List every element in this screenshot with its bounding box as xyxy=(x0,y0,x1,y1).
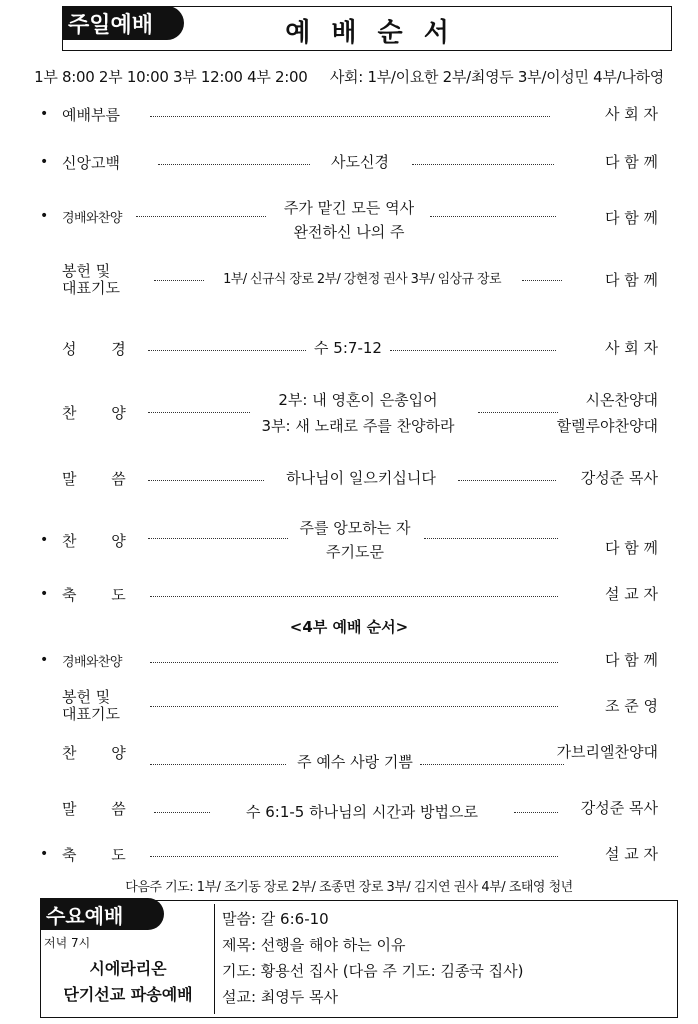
order-label: 경배와찬양 xyxy=(62,655,122,670)
fourth-service-title: <4부 예배 순서> xyxy=(289,618,409,636)
leader-dots xyxy=(390,350,556,351)
wednesday-prayer: 기도: 황용선 집사 (다음 주 기도: 김종국 집사) xyxy=(222,962,524,980)
order-content: 주 예수 사랑 기쁨 xyxy=(297,753,413,771)
order-content-1: 2부: 내 영혼이 은총입어 xyxy=(278,391,438,409)
sunday-service-badge: 주일예배 xyxy=(62,6,184,40)
order-content-2: 완전하신 나의 주 xyxy=(293,223,405,241)
bullet: • xyxy=(40,846,49,862)
leader-dots xyxy=(478,412,558,413)
order-leader: 조 준 영 xyxy=(604,697,658,715)
leader-dots xyxy=(148,480,264,481)
leader-dots xyxy=(412,164,554,165)
leader-dots xyxy=(148,538,288,539)
leader-dots xyxy=(150,116,550,117)
order-label: 성 경 xyxy=(62,340,126,358)
bullet: • xyxy=(40,586,49,602)
bullet: • xyxy=(40,154,49,170)
wednesday-event xyxy=(44,956,212,1008)
order-leader: 가브리엘찬양대 xyxy=(556,743,658,761)
order-content: 하나님이 일으키십니다 xyxy=(286,469,436,487)
order-content-2: 주기도문 xyxy=(326,543,384,561)
order-leader: 다 함 께 xyxy=(604,539,658,557)
order-label: 경배와찬양 xyxy=(62,211,122,226)
order-label: 신앙고백 xyxy=(62,154,120,172)
order-label: 축 도 xyxy=(62,846,126,864)
order-leader: 다 함 께 xyxy=(604,651,658,669)
order-leader-2: 할렐루야찬양대 xyxy=(556,417,658,435)
order-label-1: 봉헌 및 xyxy=(62,262,111,280)
leader-dots xyxy=(148,412,250,413)
order-leader: 다 함 께 xyxy=(604,153,658,171)
order-label-1: 봉헌 및 xyxy=(62,688,111,706)
leader-dots xyxy=(150,596,558,597)
leader-dots xyxy=(150,856,558,857)
order-label-2: 대표기도 xyxy=(62,705,120,723)
wednesday-details xyxy=(222,906,524,1010)
service-hosts: 사회: 1부/이요한 2부/최영두 3부/이성민 4부/나하영 xyxy=(329,68,664,86)
order-leader: 사 회 자 xyxy=(604,105,658,123)
leader-dots xyxy=(148,350,306,351)
leader-dots xyxy=(150,764,286,765)
order-leader: 사 회 자 xyxy=(604,339,658,357)
divider xyxy=(214,904,215,1014)
order-label: 축 도 xyxy=(62,586,126,604)
order-leader: 설 교 자 xyxy=(604,585,658,603)
leader-dots xyxy=(150,662,558,663)
order-content-1: 주를 앙모하는 자 xyxy=(299,519,411,537)
order-content: 수 6:1-5 하나님의 시간과 방법으로 xyxy=(245,803,479,821)
bullet: • xyxy=(40,652,49,668)
order-leader: 강성준 목사 xyxy=(580,799,658,817)
bullet: • xyxy=(40,208,49,224)
leader-dots xyxy=(150,706,558,707)
service-times: 1부 8:00 2부 10:00 3부 12:00 4부 2:00 xyxy=(34,68,308,86)
order-label: 말 씀 xyxy=(62,800,126,818)
order-label: 말 씀 xyxy=(62,470,126,488)
bullet: • xyxy=(40,532,49,548)
order-content: 사도신경 xyxy=(331,153,389,171)
order-label: 찬 양 xyxy=(62,404,126,422)
order-content-2: 3부: 새 노래로 주를 찬양하라 xyxy=(261,417,455,435)
wednesday-service-badge: 수요예배 xyxy=(40,898,164,930)
leader-dots xyxy=(514,812,558,813)
schedule-line xyxy=(0,66,698,87)
leader-dots xyxy=(158,164,310,165)
order-leader: 다 함 께 xyxy=(604,271,658,289)
leader-dots xyxy=(136,216,266,217)
leader-dots xyxy=(154,812,210,813)
wednesday-time: 저녁 7시 xyxy=(44,936,91,950)
wednesday-event-line-1: 시에라리온 xyxy=(89,959,167,978)
leader-dots xyxy=(154,280,204,281)
order-leader: 강성준 목사 xyxy=(580,469,658,487)
order-label-2: 대표기도 xyxy=(62,279,120,297)
bullet: • xyxy=(40,106,49,122)
leader-dots xyxy=(430,216,556,217)
order-leader-1: 시온찬양대 xyxy=(585,391,658,409)
order-content-1: 주가 맡긴 모든 역사 xyxy=(283,199,415,217)
leader-dots xyxy=(458,480,556,481)
leader-dots xyxy=(522,280,562,281)
order-label: 예배부름 xyxy=(62,106,120,124)
wednesday-topic: 제목: 선행을 해야 하는 이유 xyxy=(222,936,406,954)
order-content: 수 5:7-12 xyxy=(314,339,382,357)
wednesday-scripture: 말씀: 갈 6:6-10 xyxy=(222,910,329,928)
order-leader: 설 교 자 xyxy=(604,845,658,863)
next-week-prayer: 다음주 기도: 1부/ 조기동 장로 2부/ 조종면 장로 3부/ 김지연 권사 4부/ 조태영 청년 xyxy=(125,880,573,895)
wednesday-preacher: 설교: 최영두 목사 xyxy=(222,988,339,1006)
page-title: 예 배 순 서 xyxy=(285,18,455,48)
order-content: 1부/ 신규식 장로 2부/ 강현정 권사 3부/ 임상규 장로 xyxy=(223,272,501,287)
order-label: 찬 양 xyxy=(62,532,126,550)
leader-dots xyxy=(420,764,564,765)
wednesday-event-line-2: 단기선교 파송예배 xyxy=(63,985,193,1004)
order-leader: 다 함 께 xyxy=(604,209,658,227)
leader-dots xyxy=(424,538,558,539)
order-label: 찬 양 xyxy=(62,744,126,762)
